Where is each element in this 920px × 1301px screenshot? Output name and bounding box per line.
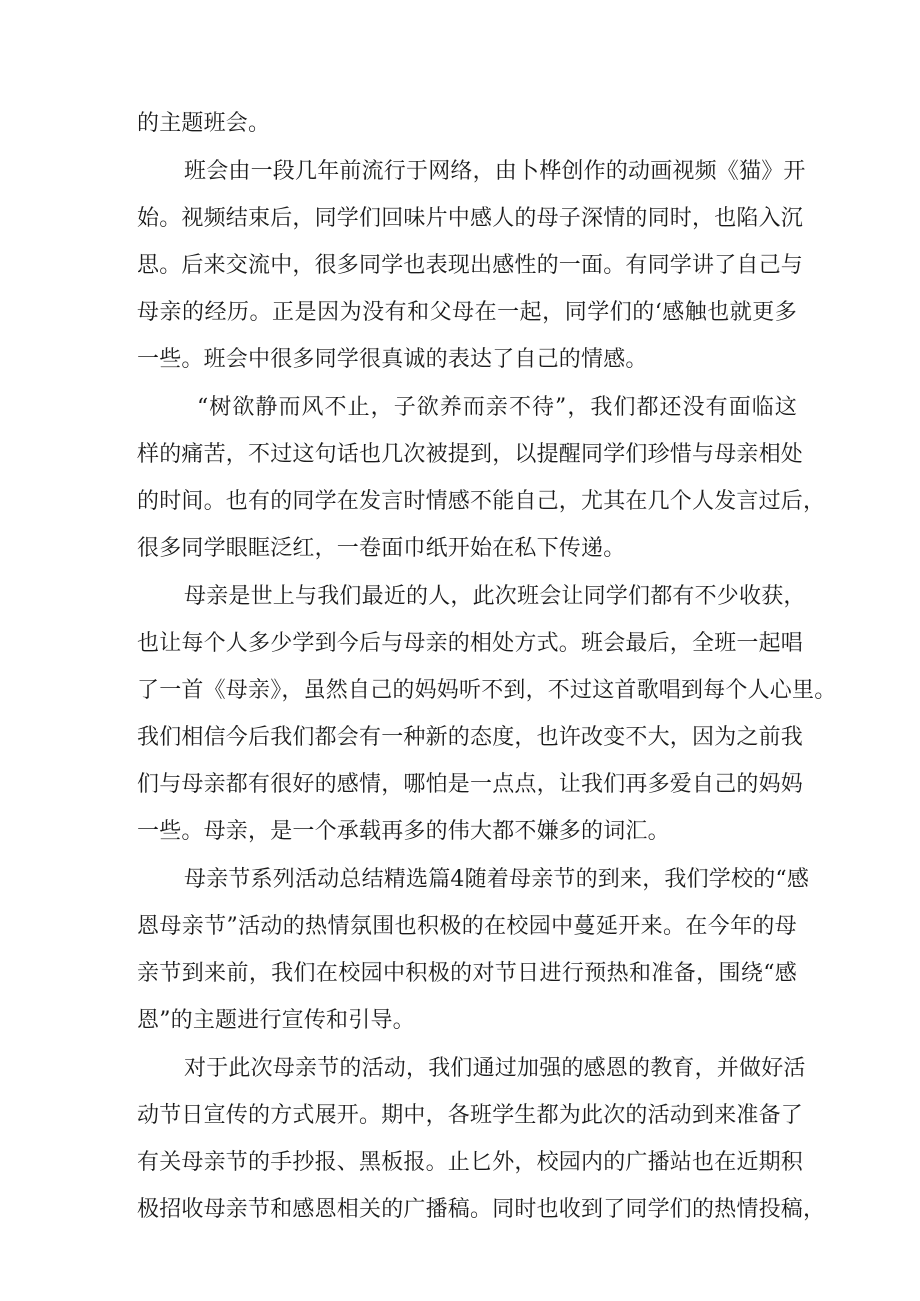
text-line: 样的痛苦，不过这句话也几次被提到，以提醒同学们珍惜与母亲相处 [137,442,804,467]
text-line: 的时间。也有的同学在发言时情感不能自己，尤其在几个人发言过后， [137,489,826,514]
text-line: 亲节到来前，我们在校园中积极的对节日进行预热和准备，围绕“感 [137,961,797,986]
paragraph-first-line: “树欲静而风不止，子欲养而亲不待”，我们都还没有面临这 [197,395,797,420]
text-line: 也让每个人多少学到今后与母亲的相处方式。班会最后，全班一起唱 [137,631,804,656]
paragraph-first-line: 班会由一段几年前流行于网络，由卜桦创作的动画视频《猫》开 [184,159,806,184]
text-line: 一些。母亲，是一个承载再多的伟大都不嫌多的词汇。 [137,819,670,844]
text-line: 有关母亲节的手抄报、黑板报。止匕外，校园内的广播站也在近期积 [137,1150,804,1175]
text-line: 一些。班会中很多同学很真诚的表达了自己的情感。 [137,347,648,372]
text-line: 很多同学眼眶泛红，一卷面巾纸开始在私下传递。 [137,536,626,561]
paragraph-first-line: 对于此次母亲节的活动，我们通过加强的感恩的教育，并做好活 [184,1056,806,1081]
text-line: 恩”的主题进行宣传和引导。 [137,1008,415,1033]
text-line: 动节日宣传的方式展开。期中，各班学生都为此次的活动到来准备了 [137,1103,804,1128]
text-line: 了一首《母亲》，虽然自己的妈妈听不到，不过这首歌唱到每个人心里。 [137,678,837,703]
paragraph-first-line: 母亲是世上与我们最近的人，此次班会让同学们都有不少收获， [184,584,806,609]
text-line: 始。视频结束后，同学们回味片中感人的母子深情的同时，也陷入沉 [137,206,804,231]
text-line: 恩母亲节”活动的热情氛围也积极的在校园中蔓延开来。在今年的母 [137,914,797,939]
paragraph-first-line: 母亲节系列活动总结精选篇4随着母亲节的到来，我们学校的“感 [184,867,810,892]
text-line: 我们相信今后我们都会有一种新的态度，也许改变不大，因为之前我 [137,725,804,750]
text-line: 的主题班会。 [137,111,271,136]
text-line: 母亲的经历。正是因为没有和父母在一起，同学们的‘感触也就更多 [137,300,797,325]
text-line: 思。后来交流中，很多同学也表现出感性的一面。有同学讲了自己与 [137,253,804,278]
text-line: 极招收母亲节和感恩相关的广播稿。同时也收到了同学们的热情投稿， [137,1197,826,1222]
text-line: 们与母亲都有很好的感情，哪怕是一点点，让我们再多爱自己的妈妈 [137,772,804,797]
